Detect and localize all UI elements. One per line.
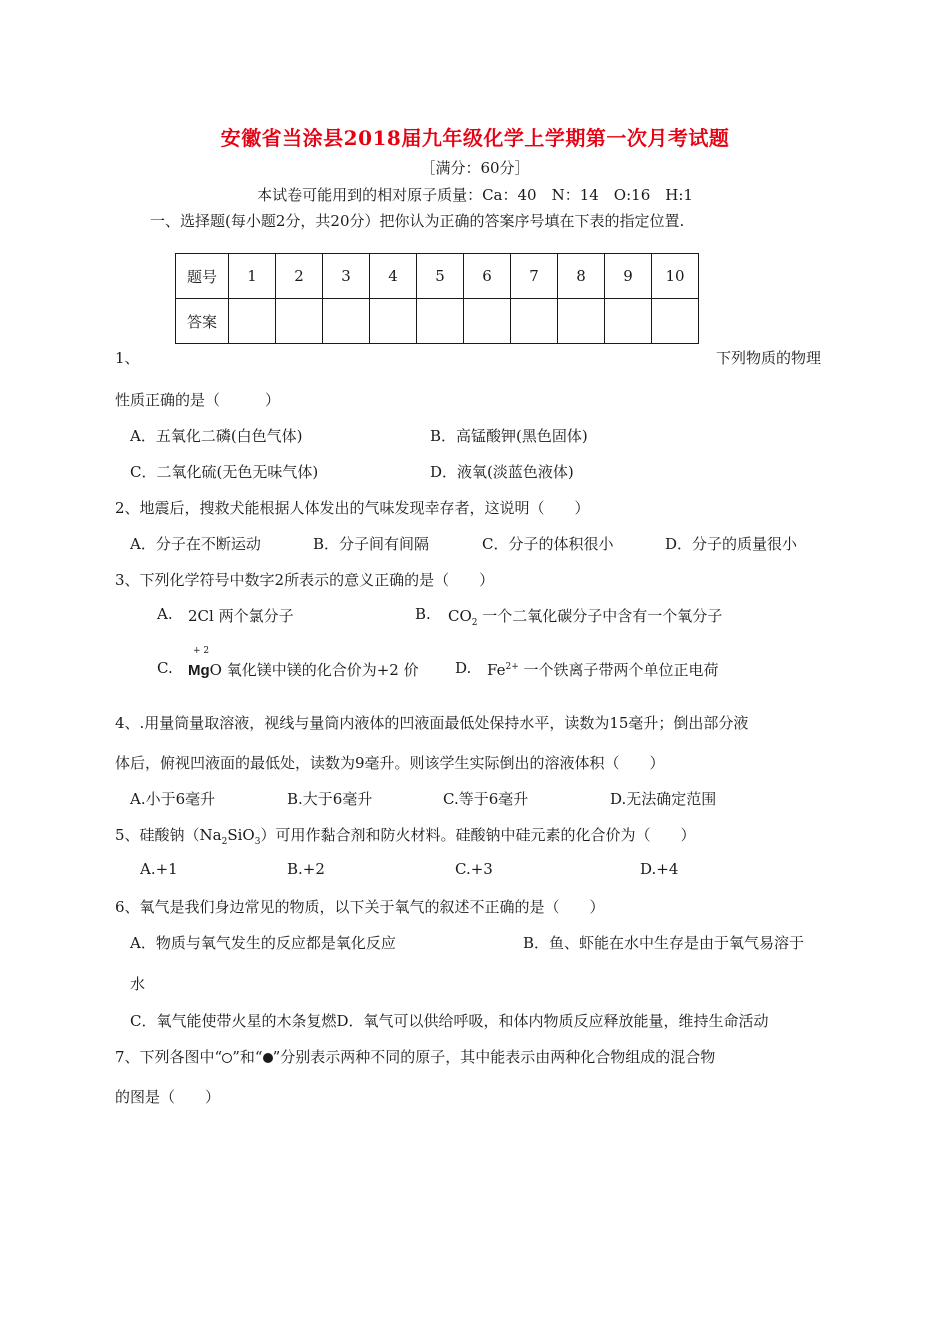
- answer-cell[interactable]: [558, 299, 605, 344]
- table-header-cell: 8: [558, 254, 605, 299]
- q3-d-formula: Fe: [487, 661, 506, 679]
- q5-option-c: C.+3: [455, 860, 493, 878]
- answer-cell[interactable]: [229, 299, 276, 344]
- q6-option-cd: C．氧气能使带火星的木条复燃D．氧气可以供给呼吸，和体内物质反应释放能量，维持生命活动: [130, 1012, 769, 1030]
- table-header-cell: 10: [652, 254, 699, 299]
- table-header-cell: 5: [417, 254, 464, 299]
- q1-option-d: D．液氧(淡蓝色液体): [430, 463, 574, 481]
- q3-c-text: O 氧化镁中镁的化合价为+2 价: [209, 661, 419, 679]
- open-circle-icon: [222, 1053, 232, 1063]
- q6-option-a: A．物质与氧气发生的反应都是氧化反应: [130, 934, 396, 952]
- q5-sub1: 2: [221, 837, 228, 847]
- table-row: [176, 299, 699, 344]
- answer-table: [175, 253, 699, 344]
- q3-b-formula: CO: [448, 607, 472, 625]
- q3-option-c: [188, 659, 419, 680]
- q2-option-b: B．分子间有间隔: [313, 535, 430, 553]
- filled-circle-icon: [263, 1053, 273, 1063]
- table-header-cell: 7: [511, 254, 558, 299]
- q3-option-b-letter: B.: [415, 605, 431, 623]
- q3-option-c-letter: C.: [157, 659, 173, 677]
- table-header-cell: 2: [276, 254, 323, 299]
- table-header-cell: 9: [605, 254, 652, 299]
- answer-cell[interactable]: [511, 299, 558, 344]
- q4-option-a: A.小于6毫升: [130, 790, 216, 808]
- q3-c-formula: Mg: [188, 662, 210, 679]
- q4-option-b: B.大于6毫升: [287, 790, 373, 808]
- answer-cell[interactable]: [652, 299, 699, 344]
- q3-b-text: 一个二氧化碳分子中含有一个氧分子: [482, 607, 723, 625]
- q5-option-b: B.+2: [287, 860, 325, 878]
- table-row: [176, 254, 699, 299]
- table-header-cell: 4: [370, 254, 417, 299]
- q5-stem-post: ）可用作黏合剂和防火材料。硅酸钠中硅元素的化合价为（ ）: [260, 826, 696, 844]
- q7-stem-pre: 7、下列各图中“: [115, 1048, 223, 1066]
- q6-stem: 6、氧气是我们身边常见的物质，以下关于氧气的叙述不正确的是（ ）: [115, 898, 605, 916]
- q1-option-c: C．二氧化硫(无色无味气体): [130, 463, 319, 481]
- q5-sub2: 3: [254, 837, 261, 847]
- q3-b-subscript: 2: [471, 618, 478, 628]
- q7-stem-post: ”分别表示两种不同的原子，其中能表示由两种化合物组成的混合物: [272, 1048, 716, 1066]
- full-marks: ［满分：60分］: [420, 159, 530, 177]
- table-header-cell: 3: [323, 254, 370, 299]
- answer-cell[interactable]: [276, 299, 323, 344]
- row-label-number: 题号: [176, 254, 229, 299]
- q3-option-b: [448, 605, 722, 628]
- q4-option-c: C.等于6毫升: [443, 790, 529, 808]
- table-header-cell: 1: [229, 254, 276, 299]
- q3-option-a-letter: A.: [157, 605, 173, 623]
- q5-stem-pre: 5、硅酸钠（Na: [115, 826, 222, 844]
- q1-option-a: A．五氧化二磷(白色气体): [130, 427, 303, 445]
- q2-option-a: A．分子在不断运动: [130, 535, 261, 553]
- q7-stem-cont: 的图是（ ）: [115, 1088, 221, 1106]
- page-title: 安徽省当涂县2018届九年级化学上学期第一次月考试题: [220, 126, 730, 150]
- q1-number: 1、: [115, 349, 140, 367]
- q3-d-superscript: 2+: [505, 662, 519, 672]
- q5-stem: [115, 824, 695, 847]
- q3-stem: 3、下列化学符号中数字2所表示的意义正确的是（ ）: [115, 571, 495, 589]
- answer-cell[interactable]: [417, 299, 464, 344]
- q3-option-d: [487, 659, 719, 680]
- q3-option-a: 2Cl 两个氯分子: [188, 607, 294, 625]
- atomic-masses-note: 本试卷可能用到的相对原子质量：Ca：40 N：14 O:16 H:1: [257, 186, 693, 204]
- table-header-cell: 6: [464, 254, 511, 299]
- q4-stem-line1: 4、.用量筒量取溶液，视线与量筒内液体的凹液面最低处保持水平，读数为15毫升；倒出部分液: [115, 714, 749, 732]
- q7-stem: [115, 1046, 715, 1067]
- answer-cell[interactable]: [605, 299, 652, 344]
- answer-cell[interactable]: [464, 299, 511, 344]
- q5-option-a: A.+1: [140, 860, 178, 878]
- q2-stem: 2、地震后，搜救犬能根据人体发出的气味发现幸存者，这说明（ ）: [115, 499, 590, 517]
- q5-option-d: D.+4: [640, 860, 679, 878]
- q2-option-d: D．分子的质量很小: [665, 535, 798, 553]
- answer-cell[interactable]: [370, 299, 417, 344]
- q3-option-d-letter: D.: [455, 659, 472, 677]
- q7-stem-mid: ”和“: [232, 1048, 263, 1066]
- q5-stem-mid: SiO: [227, 826, 255, 844]
- q4-option-d: D.无法确定范围: [610, 790, 717, 808]
- q1-stem-cont: 性质正确的是（ ）: [115, 391, 281, 409]
- q6-option-b-cont: 水: [130, 975, 146, 993]
- q1-option-b: B．高锰酸钾(黑色固体): [430, 427, 588, 445]
- section-heading: 一、选择题(每小题2分，共20分）把你认为正确的答案序号填在下表的指定位置.: [150, 212, 685, 230]
- q3-d-text: 一个铁离子带两个单位正电荷: [523, 661, 719, 679]
- q1-stem: 下列物质的物理: [716, 349, 822, 367]
- q2-option-c: C．分子的体积很小: [482, 535, 614, 553]
- q6-option-b: B．鱼、虾能在水中生存是由于氧气易溶于: [523, 934, 805, 952]
- answer-cell[interactable]: [323, 299, 370, 344]
- q3-c-valence: + 2: [193, 646, 210, 656]
- q4-stem-line2: 体后，俯视凹液面的最低处，读数为9毫升。则该学生实际倒出的溶液体积（ ）: [115, 754, 665, 772]
- row-label-answer: 答案: [176, 299, 229, 344]
